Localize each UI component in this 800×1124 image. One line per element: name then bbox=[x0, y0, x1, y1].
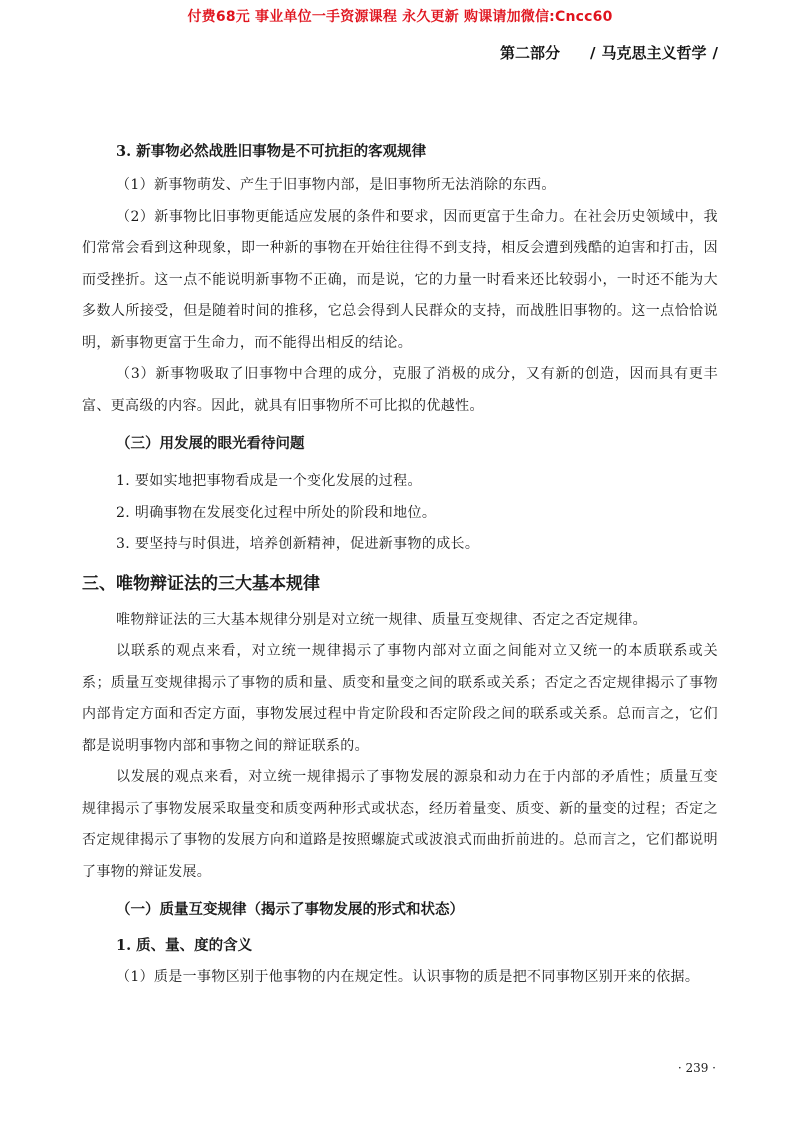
heading-quality-quantity-degree: 1. 质、量、度的含义 bbox=[116, 937, 253, 954]
paragraph: （3）新事物吸取了旧事物中合理的成分，克服了消极的成分，又有新的创造，因而具有更丰富、更高级的内容。因此，就具有旧事物所不可比拟的优越性。 bbox=[82, 366, 718, 414]
header-part: 第二部分 bbox=[500, 44, 561, 62]
paragraph: 唯物辩证法的三大基本规律分别是对立统一规律、质量互变规律、否定之否定规律。 bbox=[116, 611, 647, 628]
heading-new-defeats-old: 3. 新事物必然战胜旧事物是不可抗拒的客观规律 bbox=[116, 143, 427, 160]
page-number: · 239 · bbox=[677, 1061, 716, 1075]
header-separator-end: / bbox=[712, 44, 718, 62]
list-item: 3. 要坚持与时俱进，培养创新精神，促进新事物的成长。 bbox=[116, 536, 480, 552]
paragraph: 以联系的观点来看，对立统一规律揭示了事物内部对立面之间能对立又统一的本质联系或关系；质量互变规律揭示了事物的质和量、质变和量变之间的联系或关系；否定之否定规律揭示了事物内部肯定方面和否定方面，事物发展过程中肯定阶段和否定阶段之间的联系或关系。总而言之，它们都是说明事物内部和事物之间的辩证联系的。 bbox=[82, 643, 718, 754]
paragraph: 以发展的观点来看，对立统一规律揭示了事物发展的源泉和动力在于内部的矛盾性；质量互变规律揭示了事物发展采取量变和质变两种形式或状态，经历着量变、质变、新的量变的过程；否定之否定规律揭示了事物的发展方向和道路是按照螺旋式或波浪式而曲折前进的。总而言之，它们都说明了事物的辩证发展。 bbox=[82, 769, 718, 880]
header-subject: 马克思主义哲学 bbox=[601, 44, 707, 62]
page-body bbox=[82, 136, 718, 994]
heading-developmental-view: （三）用发展的眼光看待问题 bbox=[116, 435, 305, 452]
paragraph: （2）新事物比旧事物更能适应发展的条件和要求，因而更富于生命力。在社会历史领域中，我们常常会看到这种现象，即一种新的事物在开始往往得不到支持，相反会遭到残酷的迫害和打击，因而受挫折。这一点不能说明新事物不正确，而是说，它的力量一时看来还比较弱小，一时还不能为大多数人所接受，但是随着时间的推移，它总会得到人民群众的支持，而战胜旧事物的。这一点恰恰说明，新事物更富于生命力，而不能得出相反的结论。 bbox=[82, 208, 718, 351]
running-header bbox=[500, 42, 718, 63]
paragraph: （1）质是一事物区别于他事物的内在规定性。认识事物的质是把不同事物区别开来的依据。 bbox=[116, 969, 700, 985]
header-separator: / bbox=[590, 44, 596, 62]
heading-quality-quantity-law: （一）质量互变规律（揭示了事物发展的形式和状态） bbox=[116, 901, 464, 918]
paragraph: （1）新事物萌发、产生于旧事物内部，是旧事物所无法消除的东西。 bbox=[116, 177, 556, 193]
watermark-banner: 付费68元 事业单位一手资源课程 永久更新 购课请加微信:Cncc60 bbox=[187, 9, 613, 25]
section-heading-three-laws: 三、唯物辩证法的三大基本规律 bbox=[82, 573, 320, 594]
list-item: 2. 明确事物在发展变化过程中所处的阶段和地位。 bbox=[116, 504, 437, 521]
list-item: 1. 要如实地把事物看成是一个变化发展的过程。 bbox=[116, 473, 422, 489]
